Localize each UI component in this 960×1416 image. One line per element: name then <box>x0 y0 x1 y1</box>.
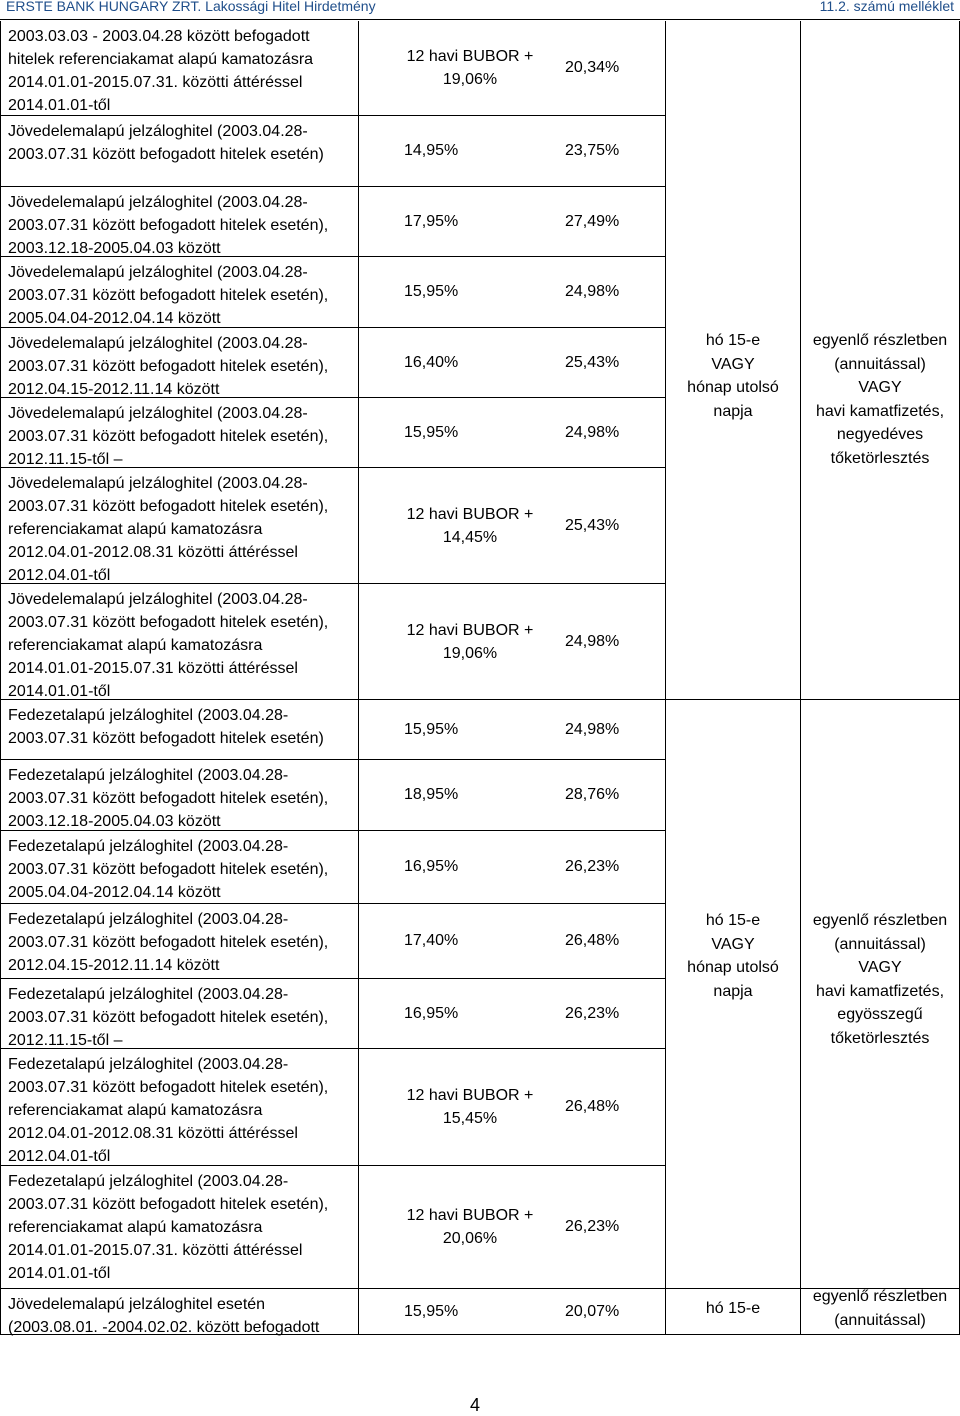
due-date-line: napja <box>713 982 753 1000</box>
apr-cell <box>565 831 625 903</box>
loan-description <box>8 1053 328 1168</box>
reference-rate-line: 12 havi BUBOR + <box>406 1207 534 1224</box>
repayment-method-line: egyenlő részletben <box>812 332 948 349</box>
apr-cell <box>565 1166 625 1288</box>
apr-value: 23,75% <box>565 142 620 159</box>
description-line: referenciakamat alapú kamatozásra <box>8 637 263 654</box>
description-line: Jövedelemalapú jelzáloghitel (2003.04.28- <box>8 591 308 608</box>
loan-description <box>8 1293 319 1339</box>
description-line: 2003.07.31 között befogadott hitelek esetén), <box>8 1009 329 1026</box>
reference-rate <box>407 1204 534 1250</box>
apr-cell <box>565 700 625 759</box>
description-line: 2003.07.31 között befogadott hitelek esetén), <box>8 1196 329 1213</box>
apr-value: 26,48% <box>565 1098 620 1115</box>
header-divider <box>0 19 960 20</box>
interest-rate <box>404 116 458 186</box>
description-line: Fedezetalapú jelzáloghitel (2003.04.28- <box>8 838 289 855</box>
loan-description <box>8 764 328 833</box>
due-date-line: VAGY <box>711 935 755 953</box>
due-date-line: hó 15-e <box>705 332 761 349</box>
loan-description <box>8 332 328 401</box>
repayment-method-line: egyenlő részletben <box>812 1288 948 1305</box>
due-date-line: hó 15-e <box>705 912 761 929</box>
header-annex-label: 11.2. számú melléklet <box>819 0 954 14</box>
interest-rate <box>404 257 458 327</box>
description-line: 2003.07.31 között befogadott hitelek esetén), <box>8 217 329 234</box>
apr-value: 20,34% <box>565 59 620 76</box>
reference-rate-line: 14,45% <box>442 528 498 546</box>
repayment-method-line: egyenlő részletben <box>812 912 948 929</box>
interest-rate <box>404 700 458 759</box>
description-line: 2012.04.01-2012.08.31 közötti áttéréssel <box>8 544 298 561</box>
apr-cell <box>565 979 625 1048</box>
repayment-method-line: VAGY <box>858 959 902 976</box>
repayment-method-line: (annuitással) <box>834 935 926 953</box>
page-header <box>0 0 960 22</box>
loan-description <box>8 908 328 977</box>
interest-rate-value: 17,40% <box>404 932 459 949</box>
description-line: 2003.07.31 között befogadott hitelek esetén), <box>8 790 329 807</box>
description-line: 2012.04.15-2012.11.14 között <box>8 381 220 398</box>
description-line: 2012.04.01-től <box>8 567 111 584</box>
reference-rate-line: 15,45% <box>442 1110 498 1127</box>
description-line: 2003.07.31 között befogadott hitelek esetén), <box>8 614 329 631</box>
apr-value: 27,49% <box>565 212 620 230</box>
interest-rate <box>404 328 458 397</box>
reference-rate <box>407 503 534 549</box>
description-line: 2003.07.31 között befogadott hitelek esetén), <box>8 934 329 951</box>
description-line: 2014.01.01-től <box>8 97 111 114</box>
apr-value: 26,23% <box>565 1004 620 1022</box>
loan-description <box>8 120 324 166</box>
apr-cell <box>565 1289 625 1334</box>
description-line: referenciakamat alapú kamatozásra <box>8 521 263 538</box>
apr-cell <box>565 21 625 115</box>
group-border <box>665 1334 960 1335</box>
due-date-line: napja <box>713 402 753 420</box>
loan-description <box>8 191 328 260</box>
interest-rate-value: 16,40% <box>404 353 459 371</box>
due-date-line: VAGY <box>711 355 755 373</box>
apr-cell <box>565 116 625 186</box>
reference-rate <box>407 619 534 665</box>
loan-description <box>8 472 328 587</box>
interest-rate-value: 17,95% <box>404 212 459 230</box>
interest-rate <box>404 398 458 467</box>
description-line: Jövedelemalapú jelzáloghitel (2003.04.28- <box>8 264 308 281</box>
repayment-method-line: (annuitással) <box>834 1311 926 1329</box>
loan-description <box>8 835 328 904</box>
description-line: 2003.03.03 - 2003.04.28 között befogadott <box>8 28 310 45</box>
repayment-method-line: VAGY <box>858 379 902 396</box>
description-line: 2003.07.31 között befogadott hitelek esetén) <box>8 146 324 163</box>
repayment-method <box>801 909 959 1050</box>
apr-value: 25,43% <box>565 516 620 534</box>
interest-rate <box>404 979 458 1048</box>
apr-cell <box>565 398 625 467</box>
description-line: 2012.04.15-2012.11.14 között <box>8 957 220 974</box>
apr-value: 24,98% <box>565 423 620 441</box>
description-line: 2003.12.18-2005.04.03 között <box>8 813 221 830</box>
apr-cell <box>565 328 625 397</box>
due-date-line: hó 15-e <box>705 1300 761 1317</box>
description-line: Fedezetalapú jelzáloghitel (2003.04.28- <box>8 767 289 784</box>
apr-cell <box>565 584 625 699</box>
loan-description <box>8 261 328 330</box>
column-border <box>358 21 359 1335</box>
repayment-method-line: egyösszegű <box>837 1006 923 1023</box>
repayment-method <box>801 1285 959 1332</box>
reference-rate-line: 12 havi BUBOR + <box>406 1087 534 1104</box>
description-line: 2003.07.31 között befogadott hitelek esetén), <box>8 861 329 878</box>
apr-cell <box>565 468 625 583</box>
description-line: (2003.08.01. -2004.02.02. között befogadott <box>8 1319 320 1336</box>
repayment-method <box>801 329 959 470</box>
description-line: Jövedelemalapú jelzáloghitel (2003.04.28- <box>8 335 308 352</box>
description-line: 2014.01.01-2015.07.31 közötti áttéréssel <box>8 660 298 677</box>
column-border <box>665 21 666 1335</box>
apr-value: 26,48% <box>565 932 620 949</box>
description-line: 2003.07.31 között befogadott hitelek esetén), <box>8 1079 329 1096</box>
interest-rate-value: 16,95% <box>404 858 459 875</box>
apr-value: 20,07% <box>565 1302 620 1320</box>
due-date-line: hónap utolsó <box>687 959 779 976</box>
description-line: Fedezetalapú jelzáloghitel (2003.04.28- <box>8 1056 289 1073</box>
repayment-method-line: tőketörlesztés <box>830 1029 930 1047</box>
description-line: referenciakamat alapú kamatozásra <box>8 1219 263 1236</box>
apr-value: 24,98% <box>565 632 620 650</box>
apr-value: 28,76% <box>565 786 620 803</box>
description-line: 2003.07.31 között befogadott hitelek esetén) <box>8 730 324 747</box>
description-line: 2005.04.04-2012.04.14 között <box>8 310 221 327</box>
reference-rate <box>407 45 534 91</box>
description-line: Fedezetalapú jelzáloghitel (2003.04.28- <box>8 707 289 724</box>
repayment-method-line: havi kamatfizetés, <box>815 402 945 420</box>
apr-value: 24,98% <box>565 283 620 300</box>
description-line: Jövedelemalapú jelzáloghitel (2003.04.28- <box>8 194 308 211</box>
description-line: 2014.01.01-től <box>8 683 111 700</box>
apr-cell <box>565 187 625 256</box>
column-border <box>0 21 1 1335</box>
description-line: Jövedelemalapú jelzáloghitel (2003.04.28- <box>8 475 308 492</box>
description-line: 2014.01.01-2015.07.31. közötti áttéréssel <box>8 74 303 91</box>
due-date-line: hónap utolsó <box>687 379 779 396</box>
interest-rate <box>404 831 458 903</box>
loan-description <box>8 704 324 750</box>
description-line: 2014.01.01-től <box>8 1265 111 1282</box>
description-line: Fedezetalapú jelzáloghitel (2003.04.28- <box>8 1173 289 1190</box>
interest-rate-value: 18,95% <box>404 786 459 803</box>
description-line: 2014.01.01-2015.07.31. közötti áttéréssel <box>8 1242 303 1259</box>
payment-due-date <box>666 1297 800 1321</box>
reference-rate-line: 12 havi BUBOR + <box>406 48 534 65</box>
description-line: 2005.04.04-2012.04.14 között <box>8 884 221 901</box>
apr-value: 25,43% <box>565 353 620 371</box>
interest-rate <box>404 904 458 978</box>
reference-rate-line: 19,06% <box>442 71 498 88</box>
apr-cell <box>565 257 625 327</box>
description-line: 2003.12.18-2005.04.03 között <box>8 240 221 257</box>
description-line: 2012.04.01-2012.08.31 közötti áttéréssel <box>8 1125 298 1142</box>
repayment-method-line: havi kamatfizetés, <box>815 982 945 1000</box>
apr-value: 26,23% <box>565 1218 620 1235</box>
loan-description <box>8 25 313 117</box>
header-bank-title: ERSTE BANK HUNGARY ZRT. Lakossági Hitel Hirdetmény <box>6 0 376 14</box>
interest-rate-value: 14,95% <box>404 142 459 159</box>
interest-rate <box>404 187 458 256</box>
description-line: 2012.11.15-től – <box>8 1032 123 1049</box>
interest-rate-value: 16,95% <box>404 1004 459 1022</box>
apr-cell <box>565 904 625 978</box>
description-line: 2012.11.15-től – <box>8 451 123 468</box>
loan-description <box>8 588 328 703</box>
repayment-method-line: negyedéves <box>836 426 924 443</box>
loan-description <box>8 402 328 471</box>
description-line: hitelek referenciakamat alapú kamatozásra <box>8 51 314 68</box>
reference-rate-line: 19,06% <box>442 644 498 662</box>
description-line: Fedezetalapú jelzáloghitel (2003.04.28- <box>8 911 289 928</box>
column-border <box>800 21 801 1335</box>
interest-rate-table <box>0 21 960 1335</box>
payment-due-date <box>666 329 800 423</box>
interest-rate-value: 15,95% <box>404 720 459 738</box>
payment-due-date <box>666 909 800 1003</box>
loan-description <box>8 1170 328 1285</box>
description-line: Fedezetalapú jelzáloghitel (2003.04.28- <box>8 986 289 1003</box>
description-line: 2003.07.31 között befogadott hitelek esetén), <box>8 287 329 304</box>
interest-rate-value: 15,95% <box>404 1302 459 1320</box>
reference-rate-line: 20,06% <box>442 1230 498 1247</box>
apr-cell <box>565 1049 625 1165</box>
description-line: Jövedelemalapú jelzáloghitel (2003.04.28- <box>8 123 308 140</box>
description-line: Jövedelemalapú jelzáloghitel esetén <box>8 1296 266 1313</box>
apr-value: 24,98% <box>565 720 620 738</box>
loan-description <box>8 983 328 1052</box>
reference-rate-line: 12 havi BUBOR + <box>406 505 534 523</box>
description-line: 2012.04.01-től <box>8 1148 111 1165</box>
interest-rate-value: 15,95% <box>404 423 459 441</box>
reference-rate <box>407 1084 534 1130</box>
repayment-method-line: tőketörlesztés <box>830 449 930 467</box>
description-line: referenciakamat alapú kamatozásra <box>8 1102 263 1119</box>
repayment-method-line: (annuitással) <box>834 355 926 373</box>
interest-rate-value: 15,95% <box>404 283 459 300</box>
interest-rate <box>404 760 458 830</box>
description-line: 2003.07.31 között befogadott hitelek esetén), <box>8 358 329 375</box>
apr-cell <box>565 760 625 830</box>
page-number: 4 <box>470 1395 481 1415</box>
description-line: Jövedelemalapú jelzáloghitel (2003.04.28- <box>8 405 308 422</box>
description-line: 2003.07.31 között befogadott hitelek esetén), <box>8 428 329 445</box>
interest-rate <box>404 1289 458 1334</box>
reference-rate-line: 12 havi BUBOR + <box>406 621 534 639</box>
description-line: 2003.07.31 között befogadott hitelek esetén), <box>8 498 329 515</box>
apr-value: 26,23% <box>565 858 620 875</box>
